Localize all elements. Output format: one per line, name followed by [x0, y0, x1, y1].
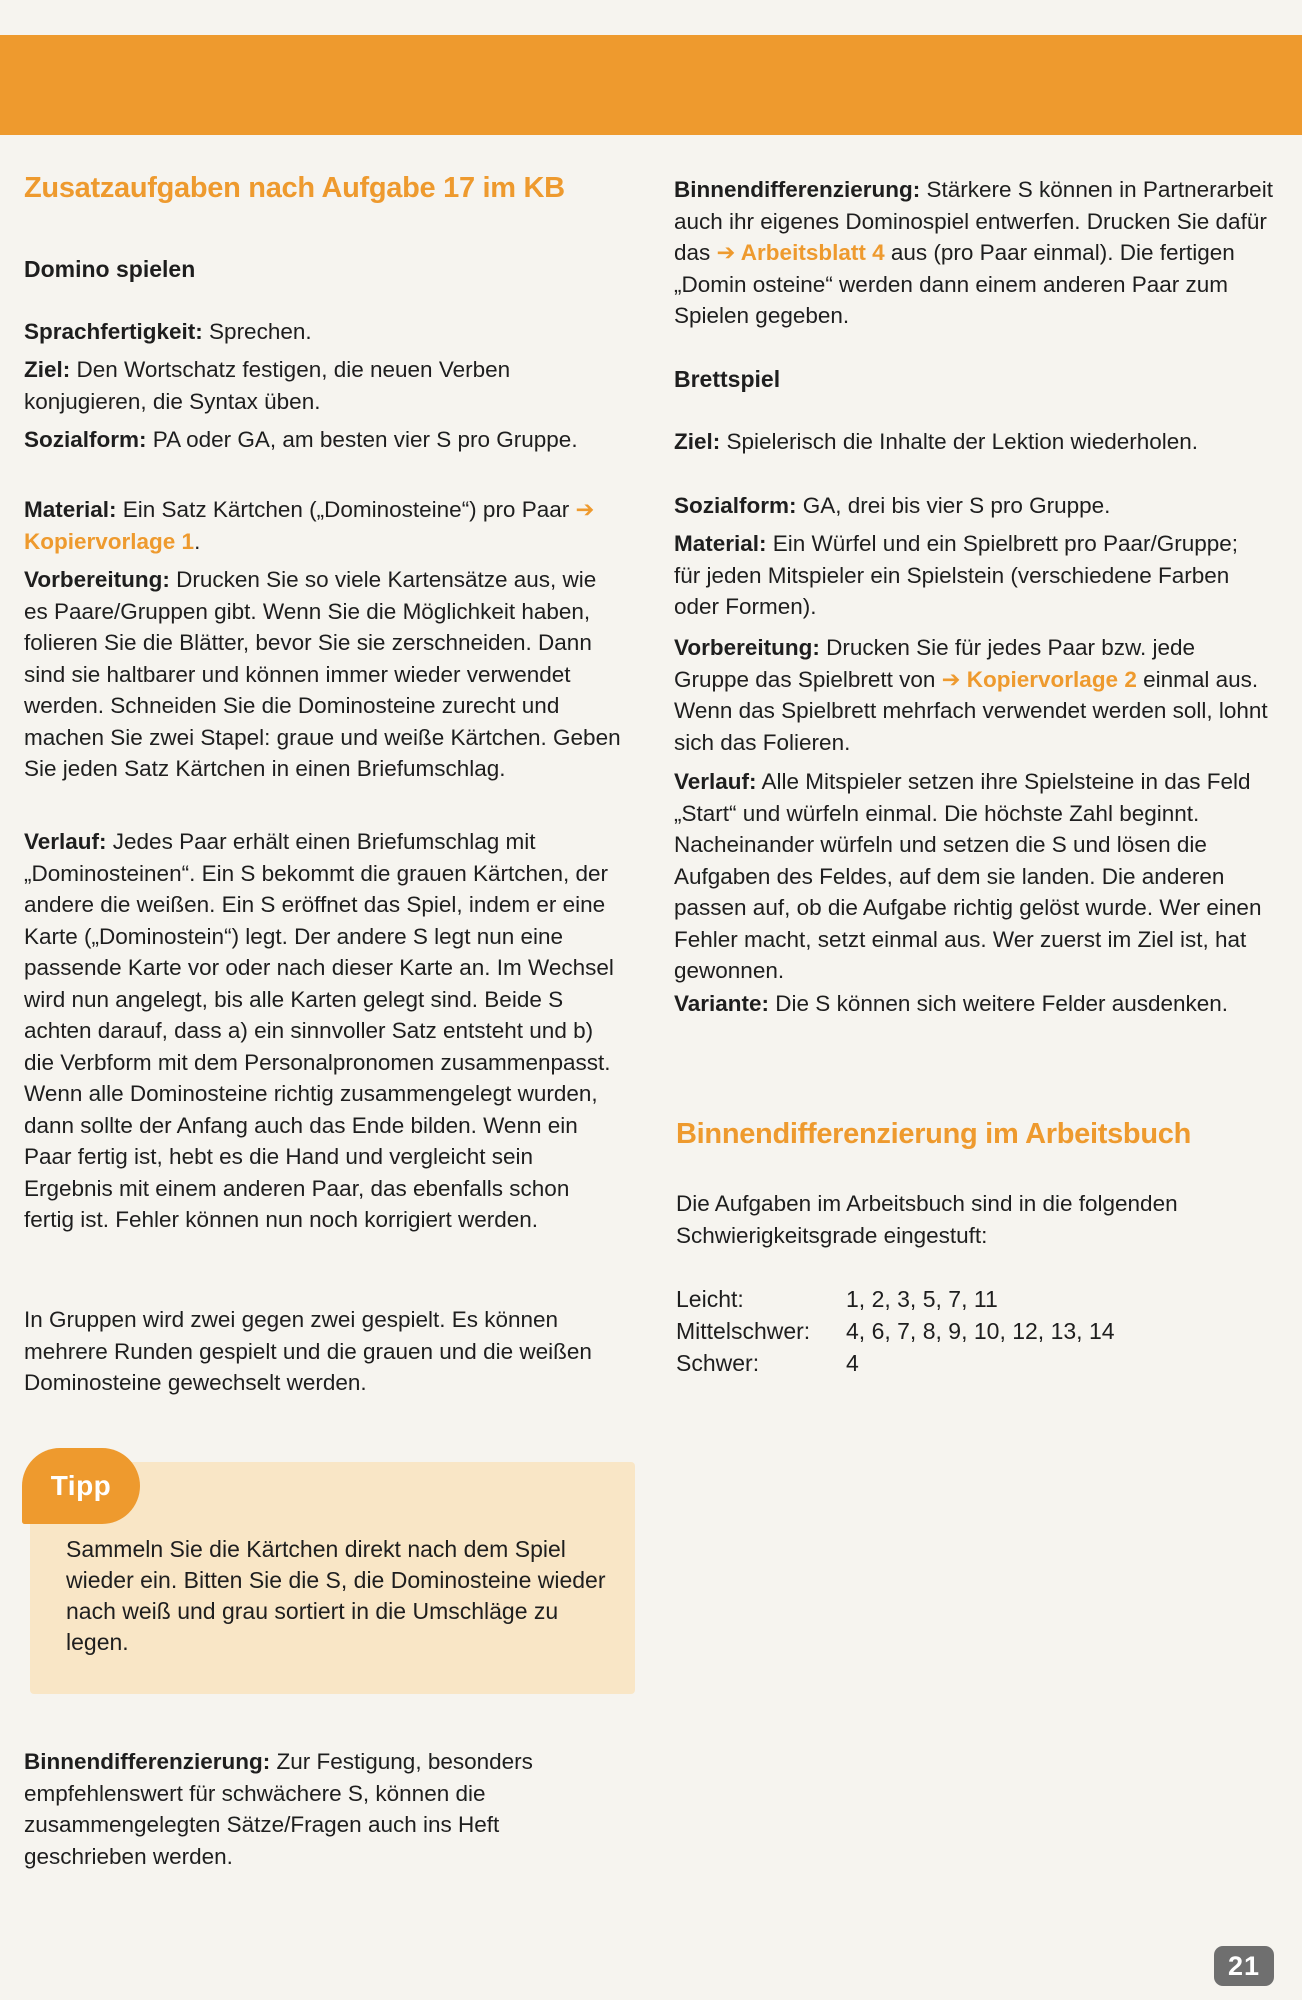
arrow-right-icon: ➔: [941, 666, 961, 692]
tip-badge: Tipp: [22, 1448, 140, 1524]
page-number: 21: [1214, 1946, 1274, 1986]
section-title-arbeitsbuch: Binnendifferenzierung im Arbeitsbuch: [676, 1118, 1191, 1150]
difficulty-list: [676, 1283, 1276, 1379]
text-verlauf-right: Alle Mitspieler setzen ihre Spielsteine in das Feld „Start“ und würfeln einmal. Die höchste Zahl beginnt. Nacheinander würfeln und setzen die S und lösen die Aufgaben des Feldes, auf dem sie landen. Die anderen passen auf, ob die Aufgabe richtig gelöst wurde. Wer einen Fehler macht, setzt einmal aus. Wer zuerst im Ziel ist, hat gewonnen.: [674, 769, 1262, 983]
para-ziel-right: [674, 426, 1254, 458]
tip-text: Sammeln Sie die Kärtchen direkt nach dem Spiel wieder ein. Bitten Sie die S, die Dominosteine wieder nach weiß und grau sortiert in die Umschläge zu legen.: [66, 1536, 606, 1655]
para-gruppen: In Gruppen wird zwei gegen zwei gespielt. Es können mehrere Runden gespielt und die grauen und die weißen Dominosteine gewechselt werden.: [24, 1307, 592, 1395]
para-binnendifferenzierung-left: [24, 1746, 624, 1872]
label-vorbereitung-right: Vorbereitung:: [674, 635, 820, 660]
arrow-right-icon: ➔: [575, 497, 595, 522]
text-ziel-right: Spielerisch die Inhalte der Lektion wiederholen.: [720, 429, 1199, 454]
text-vorbereitung-right-1: Drucken Sie für jedes Paar bzw. jede Gruppe das Spielbrett von: [674, 635, 1196, 692]
section-title-zusatzaufgaben: Zusatzaufgaben nach Aufgabe 17 im KB: [24, 172, 565, 204]
text-binnen-right-2: aus (pro Paar einmal). Die fertigen „Domin osteine“ werden dann einem anderen Paar zum Spielen gegeben.: [674, 240, 1235, 328]
para-ziel: [24, 354, 604, 417]
para-verlauf-right: [674, 766, 1274, 987]
difficulty-row: [676, 1315, 1276, 1347]
label-verlauf: Verlauf:: [24, 829, 107, 854]
para-arbeitsbuch-intro: Die Aufgaben im Arbeitsbuch sind in die folgenden Schwierigkeitsgrade eingestuft:: [676, 1191, 1178, 1248]
text-sprachfertigkeit: Sprechen.: [202, 319, 312, 344]
text-sozialform-right: GA, drei bis vier S pro Gruppe.: [796, 493, 1111, 518]
text-binnen-right-1: Stärkere S können in Partnerarbeit auch ihr eigenes Dominospiel entwerfen. Drucken Sie dafür das: [674, 177, 1273, 265]
label-verlauf-right: Verlauf:: [674, 769, 757, 794]
text-material-end: .: [194, 528, 201, 554]
difficulty-value: 4, 6, 7, 8, 9, 10, 12, 13, 14: [846, 1318, 1115, 1344]
arrow-right-icon: ➔: [716, 240, 736, 265]
difficulty-label: Leicht:: [676, 1286, 744, 1312]
heading-brettspiel: Brettspiel: [674, 366, 781, 392]
ref-label: Kopiervorlage 1: [24, 528, 195, 554]
para-sozialform: [24, 424, 584, 456]
text-material-right: Ein Würfel und ein Spielbrett pro Paar/Gruppe; für jeden Mitspieler ein Spielstein (verschiedene Farben oder Formen).: [674, 531, 1239, 619]
para-vorbereitung-right: [674, 632, 1274, 758]
difficulty-row: [676, 1283, 1276, 1315]
difficulty-label: Schwer:: [676, 1350, 760, 1376]
text-verlauf: Jedes Paar erhält einen Briefumschlag mit „Dominosteinen“. Ein S bekommt die grauen Kärtchen, der andere die weißen. Ein S eröffnet das Spiel, indem er eine Karte („Dominostein“) legt. Der andere S legt nun eine passende Karte vor oder nach dieser Karte an. Im Wechsel wird nun angelegt, bis alle Karten gelegt sind. Beide S achten darauf, dass a) ein sinnvoller Satz entsteht und b) die Verbform mit dem Personalpronomen zusammenpasst. Wenn alle Dominosteine richtig zusammengelegt wurden, dann sollte der Anfang auch das Ende bilden. Wenn ein Paar fertig ist, hebt es die Hand und vergleicht sein Ergebnis mit einem anderen Paar, das ebenfalls schon fertig ist. Fehler können nun noch korrigiert werden.: [24, 829, 614, 1232]
label-binnen-right: Binnendifferenzierung:: [674, 177, 921, 202]
heading-domino-spielen: Domino spielen: [24, 256, 196, 282]
para-material-right: [674, 528, 1264, 623]
para-binnendifferenzierung-right: [674, 174, 1274, 332]
text-ziel: Den Wortschatz festigen, die neuen Verben konjugieren, die Syntax üben.: [24, 357, 511, 414]
difficulty-label: Mittelschwer:: [676, 1318, 811, 1344]
difficulty-value: 1, 2, 3, 5, 7, 11: [846, 1286, 998, 1312]
para-verlauf: [24, 826, 624, 1236]
label-sozialform-right: Sozialform:: [674, 493, 797, 518]
ref-label: Arbeitsblatt 4: [735, 240, 885, 265]
para-material: [24, 494, 634, 557]
header-band: [0, 35, 1302, 135]
para-sozialform-right: [674, 490, 1274, 522]
text-binnen-left: Zur Festigung, besonders empfehlenswert für schwächere S, können die zusammengelegten Sätze/Fragen auch ins Heft geschrieben werden.: [24, 1749, 533, 1869]
text-material: Ein Satz Kärtchen („Dominosteine“) pro Paar: [116, 497, 576, 522]
para-sprachfertigkeit: [24, 316, 654, 348]
label-material-right: Material:: [674, 531, 767, 556]
para-vorbereitung: [24, 564, 624, 785]
link-kopiervorlage-2[interactable]: [942, 667, 1137, 692]
label-sozialform: Sozialform:: [24, 427, 147, 452]
difficulty-value: 4: [846, 1350, 859, 1376]
ref-label: Kopiervorlage 2: [960, 666, 1137, 692]
label-ziel: Ziel:: [24, 357, 71, 382]
difficulty-row: [676, 1347, 1276, 1379]
text-variante: Die S können sich weitere Felder ausdenken.: [769, 991, 1229, 1016]
label-binnen-left: Binnendifferenzierung:: [24, 1749, 271, 1774]
text-vorbereitung: Drucken Sie so viele Kartensätze aus, wie es Paare/Gruppen gibt. Wenn Sie die Möglichkeit haben, folieren Sie die Blätter, bevor Sie sie zerschneiden. Dann sind sie haltbarer und können immer wieder verwendet werden. Schneiden Sie die Dominosteine zurecht und machen Sie zwei Stapel: graue und weiße Kärtchen. Geben Sie jeden Satz Kärtchen in einen Briefumschlag.: [24, 567, 621, 781]
para-variante: [674, 988, 1274, 1020]
label-vorbereitung: Vorbereitung:: [24, 567, 170, 592]
link-arbeitsblatt-4[interactable]: [717, 240, 885, 265]
label-material: Material:: [24, 497, 117, 522]
label-sprachfertigkeit: Sprachfertigkeit:: [24, 319, 203, 344]
label-variante: Variante:: [674, 991, 770, 1016]
text-sozialform: PA oder GA, am besten vier S pro Gruppe.: [146, 427, 578, 452]
text-vorbereitung-right-2: einmal aus. Wenn das Spielbrett mehrfach verwendet werden soll, lohnt sich das Folieren.: [674, 666, 1268, 755]
label-ziel-right: Ziel:: [674, 429, 721, 454]
